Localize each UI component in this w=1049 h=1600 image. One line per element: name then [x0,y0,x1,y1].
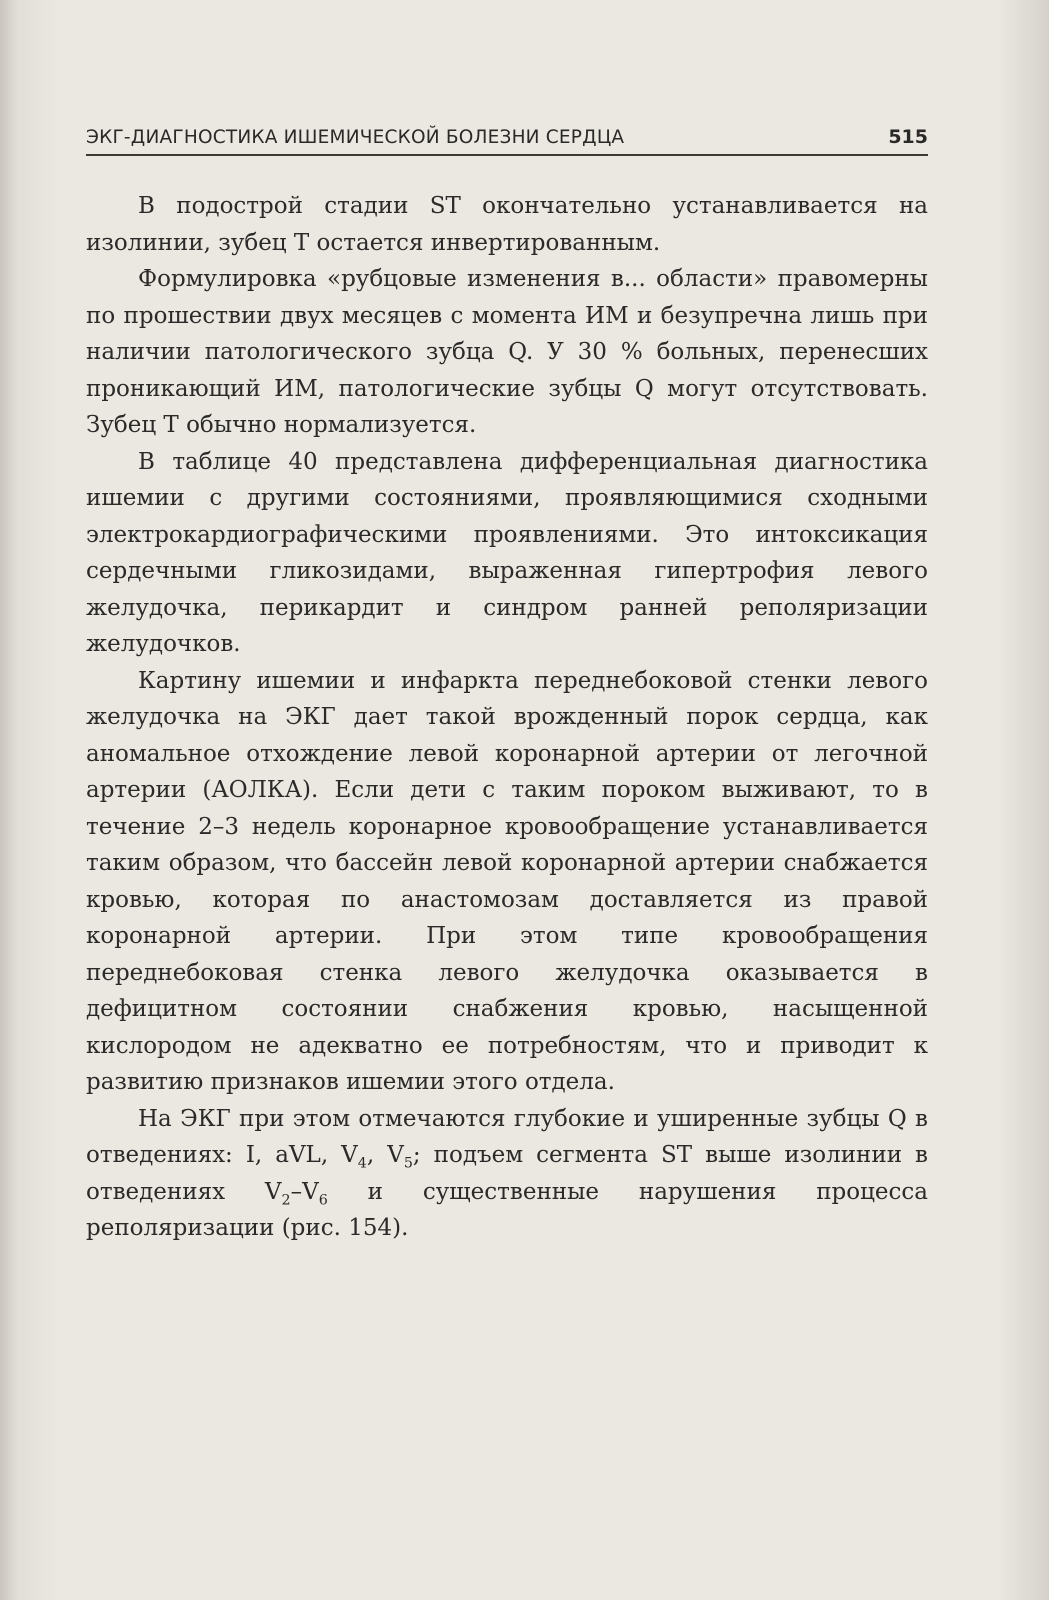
para5-part2: , V [366,1142,404,1168]
running-head: ЭКГ-ДИАГНОСТИКА ИШЕМИЧЕСКОЙ БОЛЕЗНИ СЕРДЦА [86,127,625,148]
subscript-4: 4 [357,1155,367,1172]
paragraph-1: В подострой стадии ST окончательно устанавливается на изолинии, зубец T остается инвертированным. [86,193,928,256]
para5-part3: ; подъем сегмента ST выше изолинии в отведениях V [86,1142,929,1205]
para5-part4: –V [290,1178,319,1205]
paragraph-2: Формулировка «рубцовые изменения в... области» правомерны по прошествии двух месяцев с момента ИМ и безупречна лишь при наличии патологического зубца Q. У 30 % больных, перенесших проникающий ИМ, патологические зубцы Q могут отсутствовать. Зубец T обычно нормализуется. [86,266,928,438]
paragraph-3: В таблице 40 представлена дифференциальная диагностика ишемии с другими состояниями, проявляющимися сходными электрокардиографическими проявлениями. Это интоксикация сердечными гликозидами, выраженная гипертрофия левого желудочка, перикардит и синдром ранней реполяризации желудочков. [86,448,928,657]
para5-part1: На ЭКГ при этом отмечаются глубокие и уширенные зубцы Q в отведениях: I, aVL, V [86,1105,928,1168]
paragraph-5 [86,1101,928,1247]
body-text [86,188,928,1247]
page-number: 515 [888,126,928,148]
para5-part5: и существенные нарушения процесса реполяризации (рис. 154). [86,1178,928,1241]
subscript-5: 5 [403,1155,413,1172]
page-header [86,118,928,156]
subscript-2: 2 [281,1192,291,1209]
subscript-6: 6 [318,1192,328,1209]
paragraph-4: Картину ишемии и инфаркта переднебоковой стенки левого желудочка на ЭКГ дает такой врожденный порок сердца, как аномальное отхождение левой коронарной артерии от легочной артерии (АОЛКА). Если дети с таким пороком выживают, то в течение 2–3 недель коронарное кровообращение устанавливается таким образом, что бассейн левой коронарной артерии снабжается кровью, которая по анастомозам доставляется из правой коронарной артерии. При этом типе кровообращения переднебоковая стенка левого желудочка оказывается в дефицитном состоянии снабжения кровью, насыщенной кислородом не адекватно ее потребностям, что и приводит к развитию признаков ишемии этого отдела. [86,667,928,1095]
